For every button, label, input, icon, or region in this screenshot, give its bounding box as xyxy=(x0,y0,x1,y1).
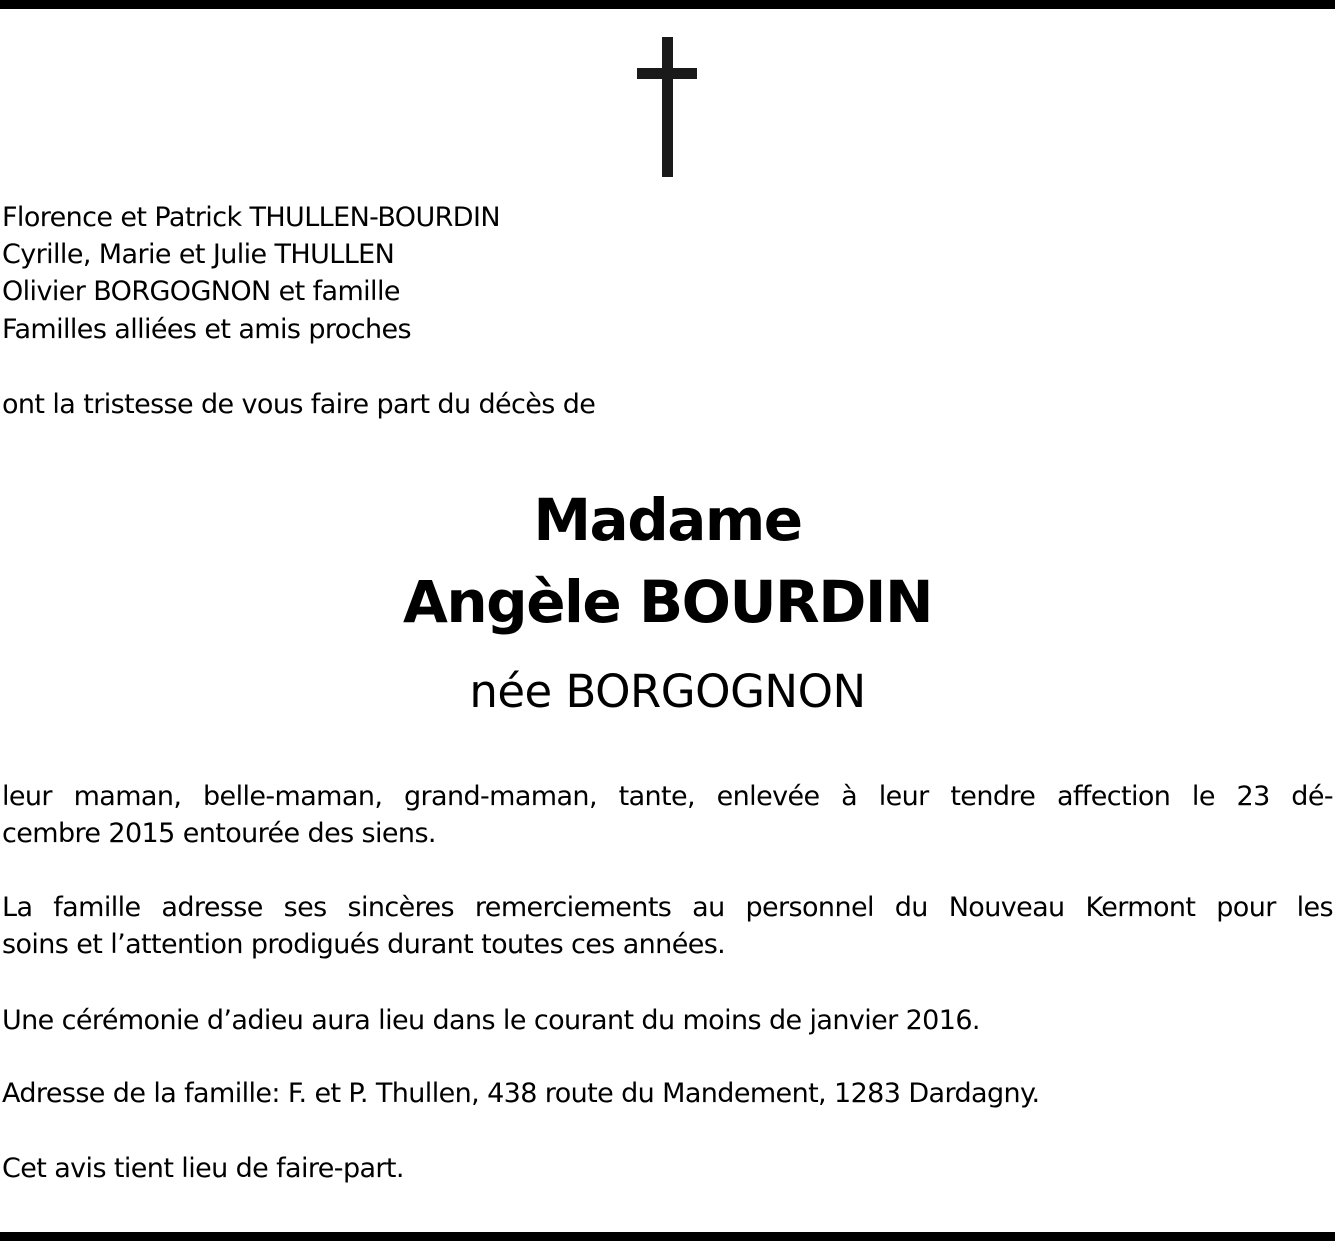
thanks-paragraph-line-1: La famille adresse ses sincères remerciements au personnel du Nouveau Kermont pour les xyxy=(2,892,1333,923)
bottom-border-rule xyxy=(0,1232,1335,1241)
family-line-3: Olivier BORGOGNON et famille xyxy=(2,276,400,307)
intro-text: ont la tristesse de vous faire part du décès de xyxy=(2,389,596,420)
relation-paragraph-line-2: cembre 2015 entourée des siens. xyxy=(2,818,436,849)
ceremony-text: Une cérémonie d’adieu aura lieu dans le courant du moins de janvier 2016. xyxy=(2,1005,980,1036)
relation-paragraph xyxy=(2,778,1333,852)
deceased-name: Angèle BOURDIN xyxy=(403,568,932,636)
relation-paragraph-line-1: leur maman, belle-maman, grand-maman, tante, enlevée à leur tendre affection le 23 dé- xyxy=(2,781,1333,812)
closing-text: Cet avis tient lieu de faire-part. xyxy=(2,1153,404,1184)
family-line-1: Florence et Patrick THULLEN-BOURDIN xyxy=(2,202,500,233)
family-line-2: Cyrille, Marie et Julie THULLEN xyxy=(2,239,395,270)
deceased-maiden-name: née BORGOGNON xyxy=(469,665,866,718)
family-line-4: Familles alliées et amis proches xyxy=(2,314,411,345)
top-border-rule xyxy=(0,0,1335,9)
thanks-paragraph xyxy=(2,889,1333,963)
thanks-paragraph-line-2: soins et l’attention prodigués durant toutes ces années. xyxy=(2,929,726,960)
cross-icon xyxy=(637,37,697,177)
deceased-title: Madame xyxy=(533,486,802,554)
family-address: Adresse de la famille: F. et P. Thullen, 438 route du Mandement, 1283 Dardagny. xyxy=(2,1078,1040,1109)
